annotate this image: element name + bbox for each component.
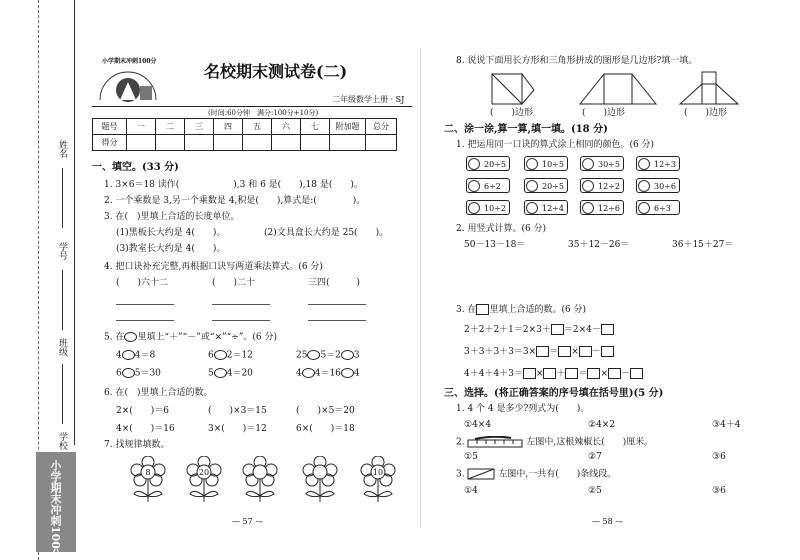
box-blank[interactable] (551, 324, 564, 335)
operand: 4 (116, 350, 122, 361)
flower-icon (582, 158, 594, 170)
expr: ＋ (556, 369, 566, 379)
oval-blank[interactable] (341, 350, 354, 360)
calc-item: 50－13－18＝ (464, 240, 526, 250)
operand: 5 (208, 368, 214, 379)
score-cell[interactable] (127, 135, 156, 151)
score-table-row (93, 135, 397, 151)
q6-item: ( )×5＝20 (296, 406, 355, 416)
box-blank[interactable] (476, 304, 489, 315)
score-row-label: 得分 (93, 135, 127, 151)
score-table-header (93, 119, 397, 135)
formula-card[interactable] (524, 200, 568, 215)
flower-figure (358, 456, 398, 508)
score-header-cell: 七 (301, 119, 330, 135)
number-label: 学号 (57, 242, 67, 260)
oval-blank[interactable] (307, 350, 320, 360)
expr: × (571, 347, 579, 357)
operand: 4＝8 (134, 350, 156, 361)
card-formula: 6÷3 (654, 204, 671, 213)
expr: ＝2×4－ (563, 325, 601, 335)
shape-figures (480, 70, 770, 108)
oval-blank[interactable] (122, 368, 135, 378)
formula-card[interactable] (636, 200, 680, 215)
choice-2 (456, 436, 653, 449)
question-1-1: 1. 3×6＝18 读作( ),3 和 6 是( ),18 是( )。 (104, 180, 363, 190)
q23-row-2 (464, 346, 614, 358)
box-blank[interactable] (543, 368, 556, 379)
name-label: 姓名 (57, 140, 67, 158)
choice-text: 左图中,一共有( )条线段。 (498, 469, 617, 480)
question-1-8: 8. 说说下面用长方形和三角形拼成的图形是几边形?填一填。 (456, 56, 698, 66)
score-header-cell: 五 (243, 119, 272, 135)
operand: 25 (296, 350, 308, 361)
score-header-cell: 二 (156, 119, 185, 135)
choice-number: 3. (456, 469, 465, 480)
flower-icon (526, 158, 538, 170)
figure-answer[interactable]: ( )边形 (490, 108, 534, 118)
expr: － (621, 369, 631, 379)
answer-line[interactable] (308, 320, 366, 321)
score-header-cell: 附加题 (330, 119, 366, 135)
oval-blank[interactable] (124, 332, 137, 342)
formula-card[interactable] (466, 200, 510, 215)
flower-icon (184, 456, 224, 504)
expr: － (591, 347, 601, 357)
question-1-3a: (1)黑板长大约是 4( )。 (116, 228, 226, 238)
formula-card[interactable] (466, 156, 510, 171)
q5-row-1 (116, 350, 155, 362)
flower-number: 10 (372, 468, 384, 477)
section-2-title: 二、涂一涂,算一算,填一填。(18 分) (444, 124, 608, 135)
choice-option[interactable]: ③6 (712, 452, 726, 462)
school-label: 学校 (57, 432, 67, 450)
score-cell[interactable] (330, 135, 366, 151)
segment-figure-icon (467, 468, 495, 480)
expr: × (600, 369, 609, 379)
flower-number: 20 (198, 468, 210, 477)
q5-suffix: 里填上“＋”“－”或“×”“÷”。(6 分) (137, 332, 277, 343)
oval-blank[interactable] (214, 350, 227, 360)
formula-card[interactable] (636, 156, 680, 171)
expr: 4＋4＋4＋3＝ (464, 369, 523, 379)
score-cell[interactable] (243, 135, 272, 151)
binding-line-right (74, 0, 75, 445)
score-cell[interactable] (185, 135, 214, 151)
score-header-cell: 六 (272, 119, 301, 135)
flower-icon (300, 456, 340, 504)
choice-text: 左图中,这根辣椒长( )厘米。 (526, 437, 654, 448)
q5-row-1c (296, 350, 360, 362)
mnemonic-item: 三四( ) (308, 278, 361, 288)
card-formula: 10÷2 (484, 204, 506, 213)
score-cell[interactable] (156, 135, 185, 151)
expr: ＝ (578, 369, 588, 379)
formula-card[interactable] (636, 178, 680, 193)
q23-prefix: 3. 在 (456, 305, 477, 315)
q23-row-1 (464, 324, 614, 336)
score-cell[interactable] (366, 135, 397, 151)
answer-line[interactable] (308, 304, 366, 305)
question-1-7: 7. 找规律填数。 (104, 440, 170, 450)
card-formula: 12÷4 (542, 204, 564, 213)
section-3-title: 三、选择。(将正确答案的序号填在括号里)(5 分) (444, 388, 664, 399)
number-line (62, 270, 63, 330)
card-formula: 30÷6 (654, 182, 676, 191)
figure-1 (492, 74, 534, 104)
calc-item: 36＋15＋27＝ (672, 240, 734, 250)
score-cell[interactable] (214, 135, 243, 151)
flower-icon (468, 202, 480, 214)
choice-option[interactable]: ②5 (588, 486, 602, 496)
question-1-3: 3. 在( )里填上合适的长度单位。 (104, 212, 240, 222)
q6-item: 6×( )＝18 (296, 424, 355, 434)
class-line (62, 364, 63, 424)
time-info: (时间:60分钟 满分:100分+10分) (208, 109, 319, 117)
card-formula: 20÷5 (484, 160, 506, 169)
header-rule (92, 106, 412, 107)
q6-item: ( )×3＝15 (208, 406, 267, 416)
question-1-2: 2. 一个乘数是 3,另一个乘数是 4,积是( ),算式是:( )。 (104, 196, 366, 206)
box-blank[interactable] (630, 368, 643, 379)
question-1-3c: (3)教室长大约是 4( )。 (116, 244, 226, 254)
q6-item: 3×( )＝12 (208, 424, 267, 434)
formula-card[interactable] (466, 178, 510, 193)
box-blank[interactable] (601, 346, 614, 357)
sidebar-banner (36, 452, 76, 560)
q5-row-2 (116, 368, 161, 380)
figure-answer[interactable]: ( )边形 (684, 108, 728, 118)
figure-2 (580, 74, 656, 104)
binding-sidebar (0, 0, 80, 560)
flower-icon (638, 158, 650, 170)
figure-3 (680, 72, 738, 104)
name-line (62, 168, 63, 228)
answer-line[interactable] (212, 320, 270, 321)
q5-row-2c (296, 368, 360, 380)
formula-card[interactable] (524, 156, 568, 171)
flower-icon (358, 456, 398, 504)
page-title: 名校期末测试卷(二) (204, 62, 348, 81)
oval-blank[interactable] (302, 368, 315, 378)
flower-icon (582, 180, 594, 192)
expr: 2＋2＋2＋1＝2×3＋ (464, 325, 551, 335)
oval-blank[interactable] (341, 368, 354, 378)
formula-card[interactable] (580, 200, 624, 215)
question-2-3 (456, 304, 586, 316)
card-formula: 12÷2 (598, 182, 620, 191)
question-1-5 (104, 332, 277, 344)
card-formula: 12÷6 (598, 204, 620, 213)
q23-suffix: 里填上合适的数。(6 分) (489, 305, 587, 315)
oval-blank[interactable] (122, 350, 135, 360)
score-cell[interactable] (301, 135, 330, 151)
score-header-cell: 一 (127, 119, 156, 135)
operand: 5＝30 (134, 368, 161, 379)
choice-option[interactable]: ①5 (464, 452, 478, 462)
logo (96, 56, 160, 108)
score-cell[interactable] (272, 135, 301, 151)
flower-icon (582, 202, 594, 214)
box-blank[interactable] (587, 368, 600, 379)
figure-answer[interactable]: ( )边形 (582, 108, 626, 118)
flower-figure (240, 456, 280, 508)
card-formula: 10÷5 (542, 160, 564, 169)
flower-icon (638, 180, 650, 192)
choice-number: 2. (456, 437, 465, 448)
sidebar-banner-text: 小学期末冲刺100分 (49, 460, 62, 560)
score-header-cell: 题号 (93, 119, 127, 135)
flower-figure (184, 456, 224, 508)
score-header-cell: 三 (185, 119, 214, 135)
calc-item: 35＋12－26＝ (568, 240, 630, 250)
flower-icon (128, 456, 168, 504)
question-1-4: 4. 把口诀补充完整,再根据口诀写两道乘法算式。(6 分) (104, 262, 323, 272)
box-blank[interactable] (536, 346, 549, 357)
flower-icon (468, 180, 480, 192)
flower-icon (526, 202, 538, 214)
flower-icon (468, 158, 480, 170)
score-header-cell: 总分 (366, 119, 397, 135)
q23-row-3 (464, 368, 643, 380)
operand: 6 (116, 368, 122, 379)
flower-figure (300, 456, 340, 508)
operand: 5＝2 (320, 350, 341, 361)
card-formula: 30÷5 (598, 160, 620, 169)
operand: 3 (353, 350, 360, 361)
mnemonic-item: ( )六十二 (116, 278, 169, 288)
box-blank[interactable] (579, 346, 592, 357)
answer-line[interactable] (212, 304, 270, 305)
expr: ＝ (549, 347, 559, 357)
operand: 4＝16 (314, 368, 341, 379)
card-formula: 6÷2 (484, 182, 501, 191)
expr: 3＋3＋3＋3＝3× (464, 347, 537, 357)
pepper-ruler-icon (467, 436, 523, 448)
operand: 2＝12 (226, 350, 253, 361)
oval-blank[interactable] (214, 368, 227, 378)
page-number-right: — 58 — (592, 517, 624, 526)
q5-row-2b (208, 368, 253, 380)
answer-line[interactable] (116, 320, 174, 321)
flower-icon (638, 202, 650, 214)
q6-item: 4×( )＝16 (116, 424, 175, 434)
operand: 4 (296, 368, 302, 379)
box-blank[interactable] (565, 368, 578, 379)
q6-item: 2×( )＝6 (116, 406, 170, 416)
flower-number: 8 (145, 468, 151, 477)
question-2-2: 2. 用竖式计算。(6 分) (456, 224, 547, 234)
box-blank[interactable] (523, 368, 536, 379)
card-formula: 12÷3 (654, 160, 676, 169)
choice-option[interactable]: ②7 (588, 452, 602, 462)
formula-card[interactable] (580, 156, 624, 171)
q5-prefix: 5. 在 (104, 332, 125, 343)
formula-card[interactable] (580, 178, 624, 193)
box-blank[interactable] (601, 324, 614, 335)
score-header-cell: 四 (214, 119, 243, 135)
choice-1: 1. 4 个 4 是多少?列式为( )。 (456, 404, 590, 414)
flower-figure (128, 456, 168, 508)
choice-option[interactable]: ②4×2 (588, 420, 616, 430)
expr: × (535, 369, 544, 379)
choice-3 (456, 468, 616, 481)
operand: 4＝20 (226, 368, 253, 379)
answer-line[interactable] (116, 304, 174, 305)
logo-text: 小学期末冲刺100分 (102, 58, 157, 65)
q5-row-1b (208, 350, 253, 362)
box-blank[interactable] (608, 368, 621, 379)
formula-card[interactable] (524, 178, 568, 193)
grade-label: 二年级数学上册 · SJ (332, 95, 405, 104)
choice-option[interactable]: ③6 (712, 486, 726, 496)
flower-icon (240, 456, 280, 504)
operand: 6 (208, 350, 214, 361)
operand: 4 (353, 368, 360, 379)
choice-option[interactable]: ①4×4 (464, 420, 492, 430)
flower-icon (526, 180, 538, 192)
section-1-title: 一、填空。(33 分) (92, 162, 179, 173)
box-blank[interactable] (558, 346, 571, 357)
card-formula: 20÷5 (542, 182, 564, 191)
class-label: 班级 (57, 338, 67, 356)
question-2-1: 1. 把运用同一口诀的算式涂上相同的颜色。(6 分) (456, 140, 655, 150)
score-table (92, 118, 397, 151)
mnemonic-item: ( )二十 (212, 278, 256, 288)
question-1-6: 6. 在( )里填上合适的数。 (104, 388, 213, 398)
question-1-3b: (2)文具盒长大约是 25( )。 (264, 228, 389, 238)
choice-option[interactable]: ①4 (464, 486, 478, 496)
page-number-left: — 57 — (232, 517, 264, 526)
page-divider (420, 48, 421, 528)
choice-option[interactable]: ③4＋4 (712, 420, 741, 430)
